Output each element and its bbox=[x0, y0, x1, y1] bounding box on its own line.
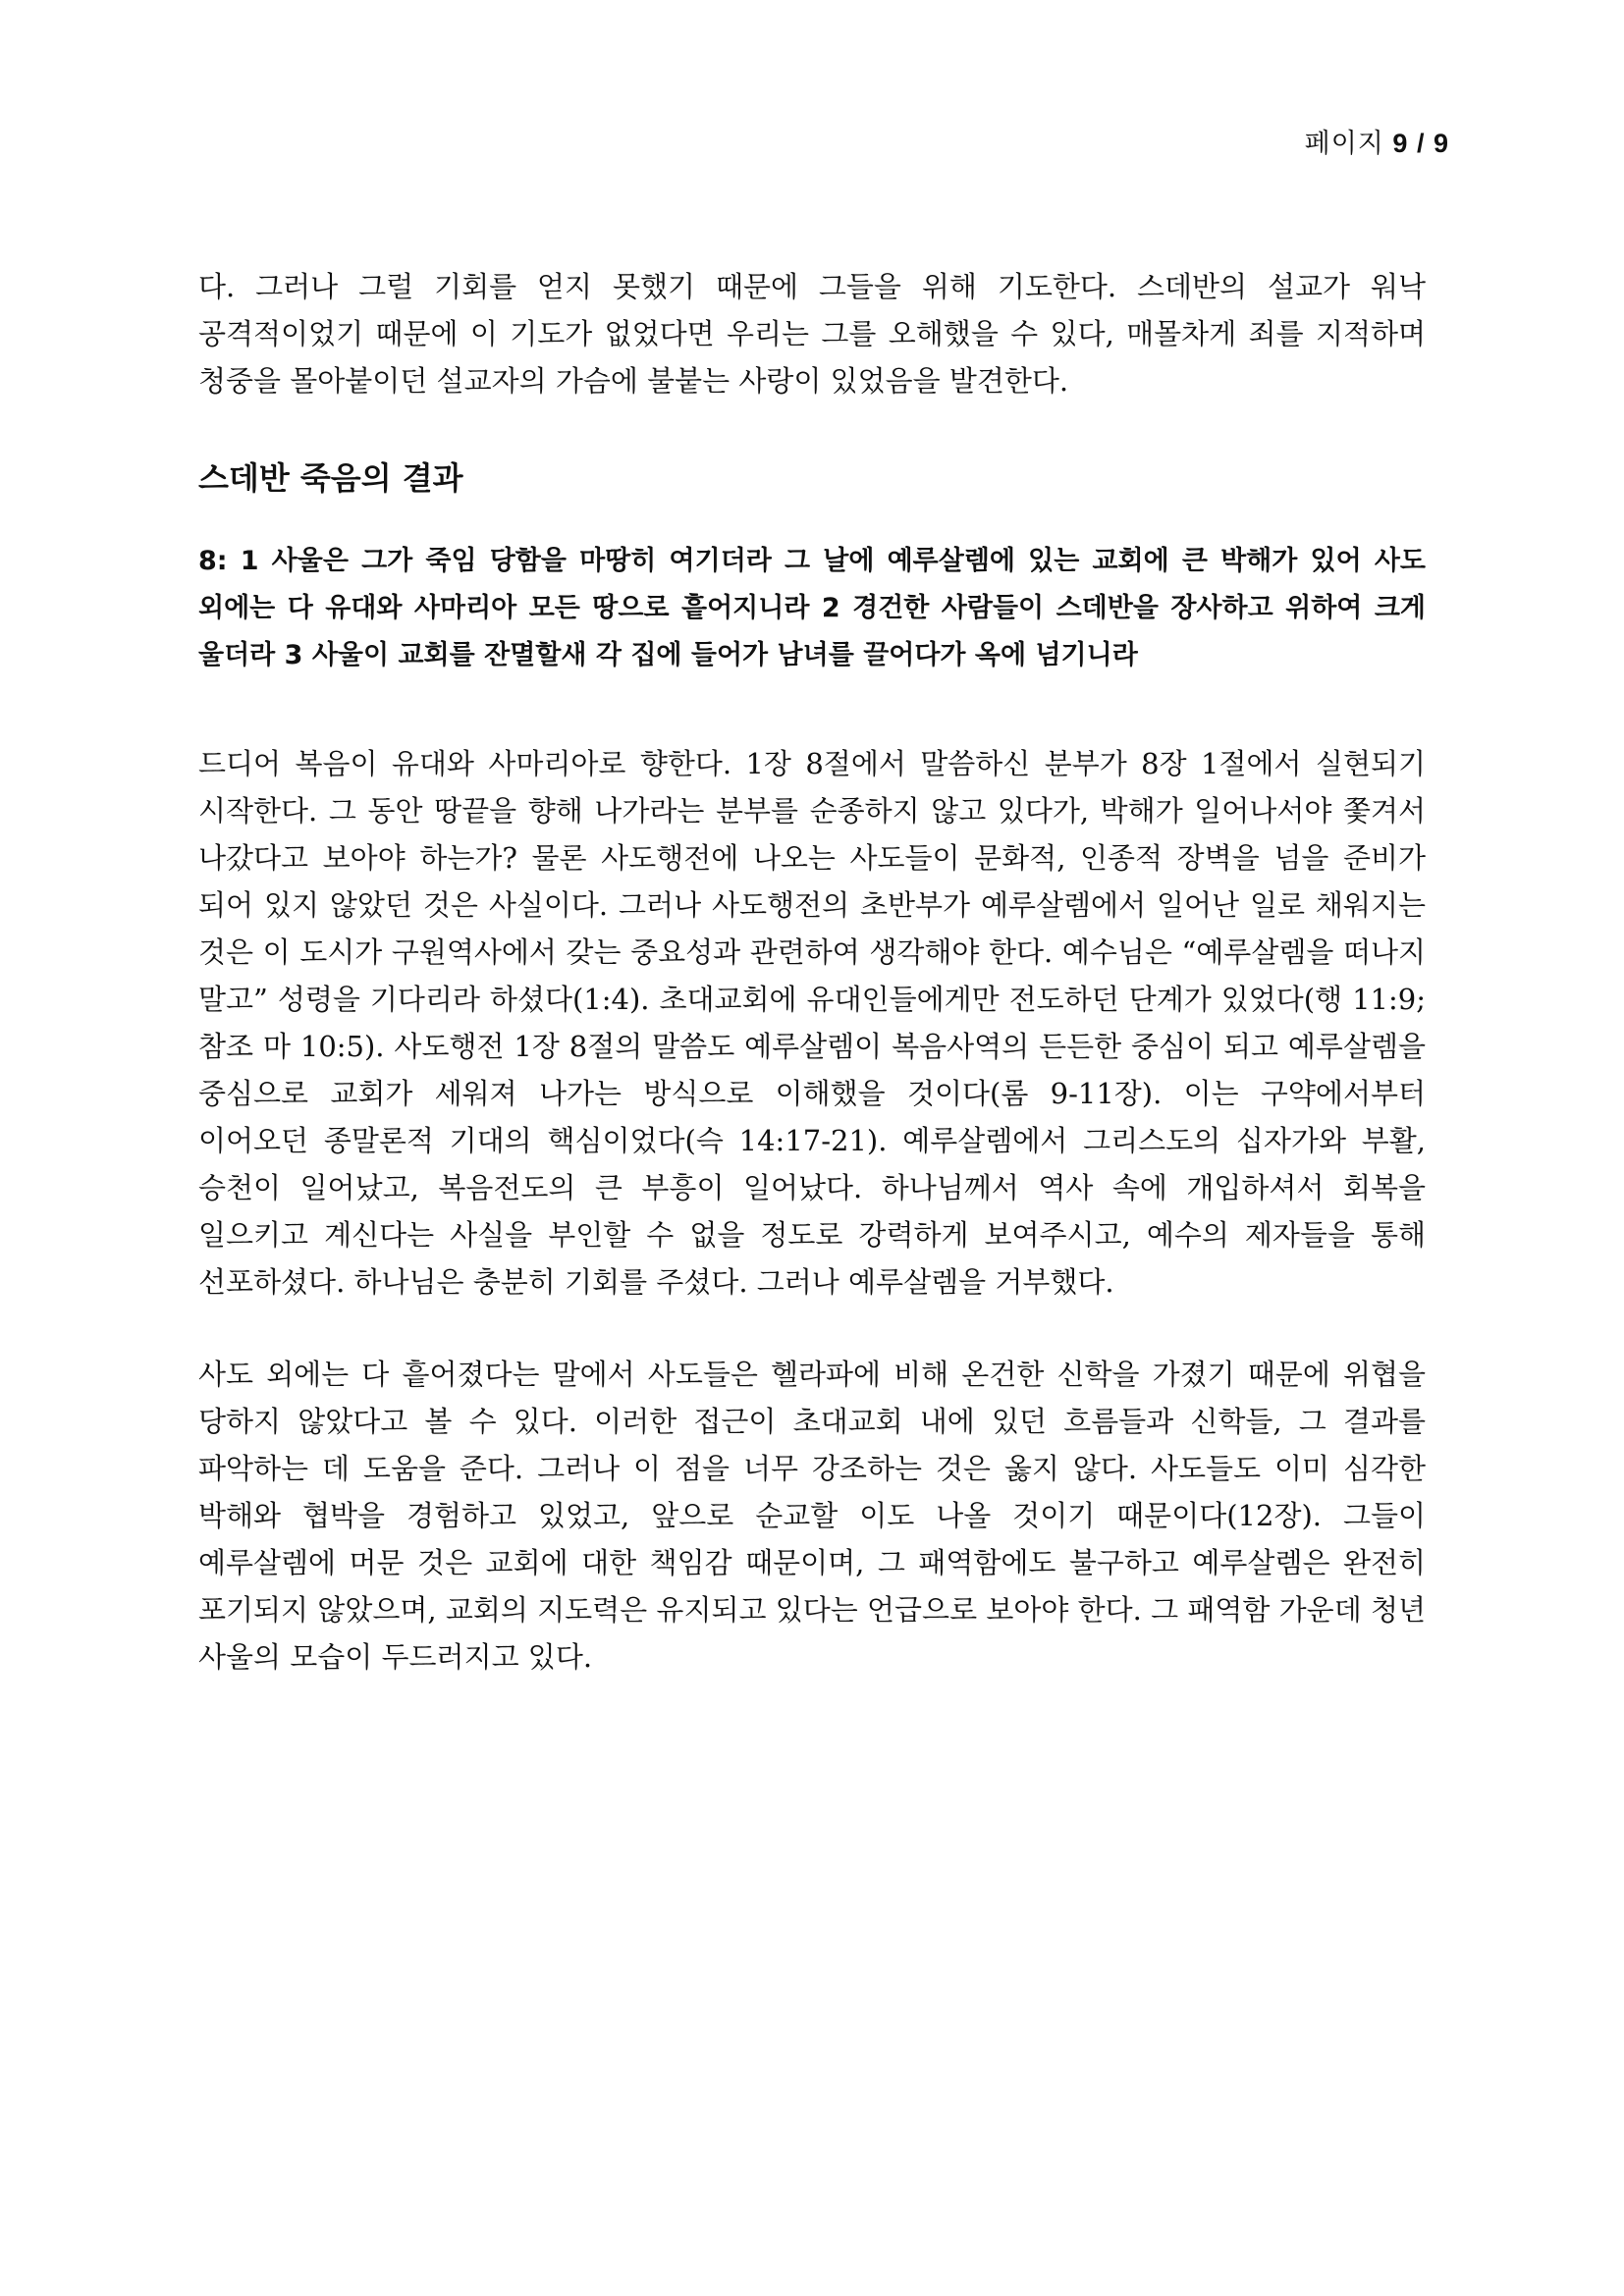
page-number-total: 9 bbox=[1433, 129, 1449, 158]
document-body bbox=[198, 263, 1426, 1681]
page-number-label: 페이지 bbox=[1304, 129, 1384, 158]
page-number-separator: / bbox=[1416, 129, 1426, 158]
section-heading: 스데반 죽음의 결과 bbox=[198, 459, 463, 497]
page-number-current: 9 bbox=[1392, 129, 1409, 158]
scripture-verse: 8: 1 사울은 그가 죽임 당함을 마땅히 여기더라 그 날에 예루살렘에 있는 교회에 큰 박해가 있어 사도 외에는 다 유대와 사마리아 모든 땅으로 흩어지니라 2 경건한 사람들이 스데반을 장사하고 위하여 크게 울더라 3 사울이 교회를 잔멸할새 각 집에 들어가 남녀를 끌어다가 옥에 넘기니라 bbox=[198, 546, 1426, 670]
paragraph-commentary-1: 드디어 복음이 유대와 사마리아로 향한다. 1장 8절에서 말씀하신 분부가 8장 1절에서 실현되기 시작한다. 그 동안 땅끝을 향해 나가라는 분부를 순종하지 않고 있다가, 박해가 일어나서야 쫓겨서 나갔다고 보아야 하는가? 물론 사도행전에 나오는 사도들이 문화적, 인종적 장벽을 넘을 준비가 되어 있지 않았던 것은 사실이다. 그러나 사도행전의 초반부가 예루살렘에서 일어난 일로 채워지는 것은 이 도시가 구원역사에서 갖는 중요성과 관련하여 생각해야 한다. 예수님은 “예루살렘을 떠나지 말고” 성령을 기다리라 하셨다(1:4). 초대교회에 유대인들에게만 전도하던 단계가 있었다(행 11:9; 참조 마 10:5). 사도행전 1장 8절의 말씀도 예루살렘이 복음사역의 든든한 중심이 되고 예루살렘을 중심으로 교회가 세워져 나가는 방식으로 이해했을 것이다(롬 9-11장). 이는 구약에서부터 이어오던 종말론적 기대의 핵심이었다(슥 14:17-21). 예루살렘에서 그리스도의 십자가와 부활, 승천이 일어났고, 복음전도의 큰 부흥이 일어났다. 하나님께서 역사 속에 개입하셔서 회복을 일으키고 계신다는 사실을 부인할 수 없을 정도로 강력하게 보여주시고, 예수의 제자들을 통해 선포하셨다. 하나님은 충분히 기회를 주셨다. 그러나 예루살렘을 거부했다. bbox=[198, 747, 1426, 1299]
paragraph-commentary-2: 사도 외에는 다 흩어졌다는 말에서 사도들은 헬라파에 비해 온건한 신학을 가졌기 때문에 위협을 당하지 않았다고 볼 수 있다. 이러한 접근이 초대교회 내에 있던 흐름들과 신학들, 그 결과를 파악하는 데 도움을 준다. 그러나 이 점을 너무 강조하는 것은 옳지 않다. 사도들도 이미 심각한 박해와 협박을 경험하고 있었고, 앞으로 순교할 이도 나올 것이기 때문이다(12장). 그들이 예루살렘에 머문 것은 교회에 대한 책임감 때문이며, 그 패역함에도 불구하고 예루살렘은 완전히 포기되지 않았으며, 교회의 지도력은 유지되고 있다는 언급으로 보아야 한다. 그 패역함 가운데 청년 사울의 모습이 두드러지고 있다. bbox=[198, 1358, 1426, 1674]
page-number bbox=[1305, 122, 1449, 160]
paragraph-continuation: 다. 그러나 그럴 기회를 얻지 못했기 때문에 그들을 위해 기도한다. 스데반의 설교가 워낙 공격적이었기 때문에 이 기도가 없었다면 우리는 그를 오해했을 수 있다, 매몰차게 죄를 지적하며 청중을 몰아붙이던 설교자의 가슴에 불붙는 사랑이 있었음을 발견한다. bbox=[198, 270, 1426, 398]
